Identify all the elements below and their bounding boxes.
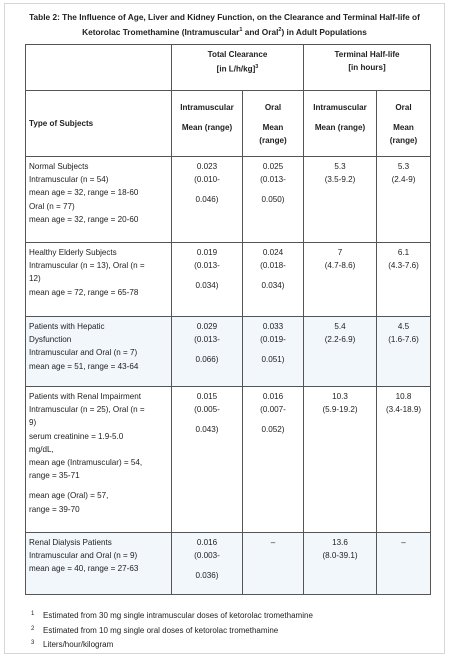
subject-cell: Renal Dialysis Patients Intramuscular and Oral (n = 9) mean age = 40, range = 27-63 [26,533,172,595]
header-type-of-subjects: Type of Subjects [26,91,172,157]
clearance-oral-cell: 0.016 (0.007- 0.052) [243,387,304,533]
table-row [26,387,431,533]
half-life-oral-cell: 4.5 (1.6-7.6) [377,317,431,387]
footnote: 3 Liters/hour/kilogram [31,640,114,649]
footnote: 2 Estimated from 10 mg single oral doses of ketorolac tromethamine [31,625,279,635]
table-row [26,243,431,317]
subject-cell: Patients with Hepatic Dysfunction Intramuscular and Oral (n = 7) mean age = 51, range = 43-64 [26,317,172,387]
half-life-im-cell: 5.3 (3.5-9.2) [304,157,377,243]
half-life-oral-cell: – [377,533,431,595]
clearance-oral-cell: 0.033 (0.019- 0.051) [243,317,304,387]
footnotes [31,609,436,653]
header-cl-oral: Oral Mean (range) [243,91,304,157]
clearance-oral-cell: 0.025 (0.013- 0.050) [243,157,304,243]
header-blank-cell [26,45,172,91]
half-life-oral-cell: 5.3 (2.4-9) [377,157,431,243]
document-page [4,3,445,654]
clearance-im-cell: 0.019 (0.013- 0.034) [172,243,243,317]
table-row [26,317,431,387]
half-life-im-cell: 10.3 (5.9-19.2) [304,387,377,533]
half-life-oral-cell: 10.8 (3.4-18.9) [377,387,431,533]
header-half-life: Terminal Half-life [in hours] [304,45,431,91]
half-life-oral-cell: 6.1 (4.3-7.6) [377,243,431,317]
table-row [26,533,431,595]
footnote: 1 Estimated from 30 mg single intramuscular doses of ketorolac tromethamine [31,611,313,620]
clearance-im-cell: 0.015 (0.005- 0.043) [172,387,243,533]
half-life-im-cell: 7 (4.7-8.6) [304,243,377,317]
subject-cell: Healthy Elderly Subjects Intramuscular (n = 13), Oral (n = 12) mean age = 72, range = 65-78 [26,243,172,317]
clearance-oral-cell: – [243,533,304,595]
clearance-im-cell: 0.023 (0.010- 0.046) [172,157,243,243]
clearance-im-cell: 0.029 (0.013- 0.066) [172,317,243,387]
subject-cell: Patients with Renal Impairment Intramuscular (n = 25), Oral (n = 9) serum creatinine = 1.9-5.0 mg/dL, mean age (Intramuscular) = 54, range = 35-71 mean age (Oral) = 57, range = 39-70 [26,387,172,533]
clearance-im-cell: 0.016 (0.003- 0.036) [172,533,243,595]
title-line-2: Ketorolac Tromethamine (Intramuscular$^1$ and Oral$^2$) in Adult Populations [82,26,367,37]
subject-cell: Normal Subjects Intramuscular (n = 54) mean age = 32, range = 18-60 Oral (n = 77) mean age = 32, range = 20-60 [26,157,172,243]
header-total-clearance: Total Clearance [in L/h/kg]$^3$ [172,45,304,91]
clearance-oral-cell: 0.024 (0.018- 0.034) [243,243,304,317]
header-hl-oral: Oral Mean (range) [377,91,431,157]
half-life-im-cell: 13.6 (8.0-39.1) [304,533,377,595]
header-hl-im: Intramuscular Mean (range) [304,91,377,157]
table-title [5,4,444,39]
title-line-1: Table 2: The Influence of Age, Liver and Kidney Function, on the Clearance and Terminal Half-life of [29,12,420,22]
data-table [25,44,431,595]
half-life-im-cell: 5.4 (2.2-6.9) [304,317,377,387]
header-cl-im: Intramuscular Mean (range) [172,91,243,157]
table-row [26,157,431,243]
